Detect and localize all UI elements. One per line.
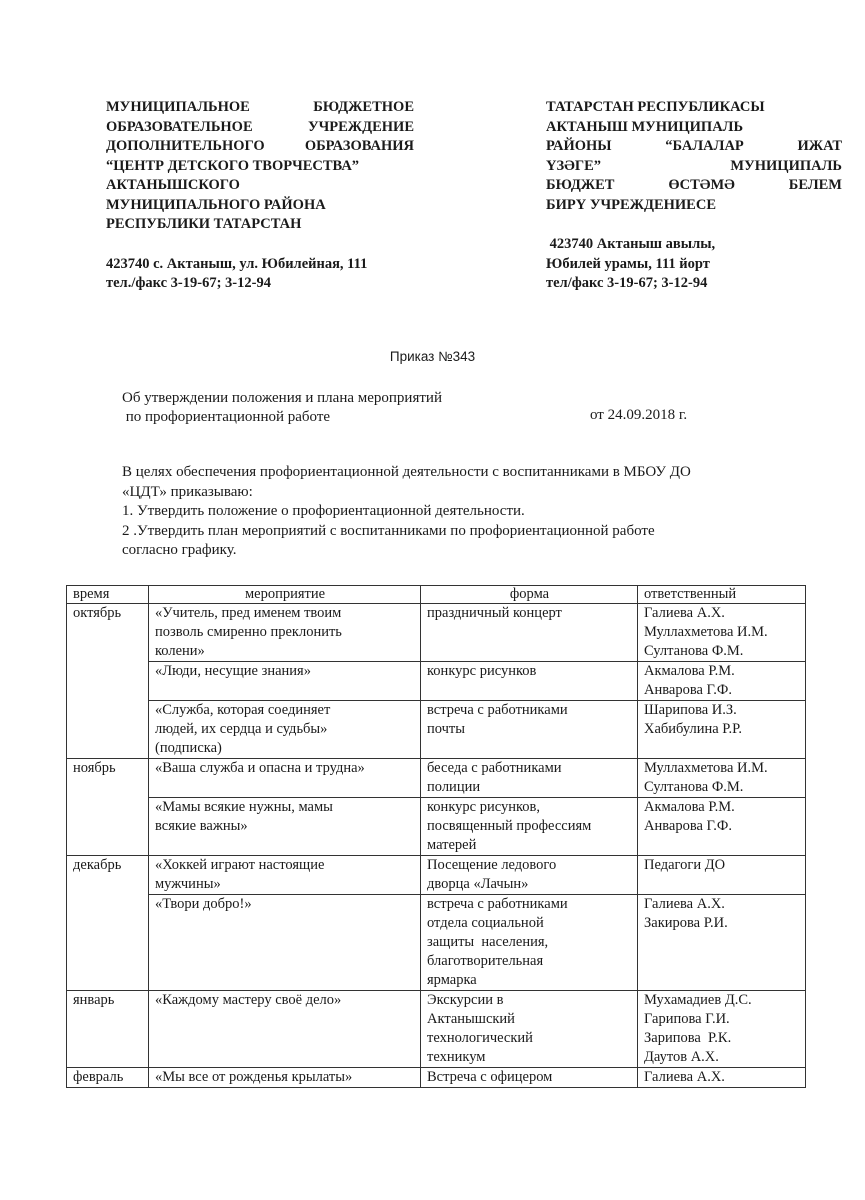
cell-month: октябрь <box>67 604 149 759</box>
column-header-event: мероприятие <box>149 586 421 604</box>
cell-event-line: «Твори добро!» <box>155 896 252 912</box>
table-row <box>67 895 806 991</box>
cell-event <box>149 604 421 662</box>
cell-month: февраль <box>67 1068 149 1088</box>
cell-event-line: «Люди, несущие знания» <box>155 663 311 679</box>
cell-form <box>421 759 638 798</box>
cell-form-line: технологический <box>427 1030 533 1046</box>
cell-responsible-line: Анварова Г.Ф. <box>644 682 732 698</box>
address-line: 423740 с. Актаныш, ул. Юбилейная, 111 <box>106 255 368 272</box>
cell-event <box>149 662 421 701</box>
cell-event-line: «Мы все от рожденья крылаты» <box>155 1069 353 1085</box>
cell-form-line: встреча с работниками <box>427 702 568 718</box>
org-name-line: ТАТАРСТАН РЕСПУБЛИКАСЫ <box>546 99 765 115</box>
cell-event <box>149 701 421 759</box>
body-line: согласно графику. <box>122 542 237 558</box>
cell-form-line: Актанышский <box>427 1011 515 1027</box>
cell-responsible <box>638 701 806 759</box>
cell-responsible <box>638 759 806 798</box>
cell-month: ноябрь <box>67 759 149 856</box>
cell-event-line: «Мамы всякие нужны, мамы <box>155 799 333 815</box>
header-right-address <box>546 235 842 294</box>
cell-event <box>149 759 421 798</box>
cell-form-line: почты <box>427 721 466 737</box>
cell-event <box>149 1068 421 1088</box>
cell-form-line: техникум <box>427 1049 486 1065</box>
cell-event <box>149 895 421 991</box>
cell-event-line: людей, их сердца и судьбы» <box>155 721 328 737</box>
cell-responsible-line: Хабибулина Р.Р. <box>644 721 743 737</box>
address-line: Юбилей урамы, 111 йорт <box>546 255 710 272</box>
cell-event-line: «Учитель, пред именем твоим <box>155 605 342 621</box>
subject-line: по профориентационной работе <box>122 409 331 425</box>
cell-form <box>421 662 638 701</box>
cell-form-line: встреча с работниками <box>427 896 568 912</box>
cell-event-line: «Хоккей играют настоящие <box>155 857 325 873</box>
cell-responsible <box>638 856 806 895</box>
org-name-line: “ЦЕНТР ДЕТСКОГО ТВОРЧЕСТВА” <box>106 157 360 174</box>
cell-event-line: «Ваша служба и опасна и трудна» <box>155 760 365 776</box>
body-line: 1. Утвердить положение о профориентационной деятельности. <box>122 503 525 519</box>
cell-form-line: дворца «Лачын» <box>427 876 529 892</box>
cell-responsible-line: Султанова Ф.М. <box>644 779 744 795</box>
cell-form-line: ярмарка <box>427 972 477 988</box>
cell-form-line: праздничный концерт <box>427 605 562 621</box>
cell-event-line: (подписка) <box>155 740 222 756</box>
cell-responsible-line: Муллахметова И.М. <box>644 624 768 640</box>
cell-responsible <box>638 991 806 1068</box>
order-date: от 24.09.2018 г. <box>590 407 688 423</box>
cell-form-line: Встреча с офицером <box>427 1069 553 1085</box>
cell-form-line: полиции <box>427 779 481 795</box>
header-left-address <box>106 255 414 294</box>
org-name-line: БЮДЖЕТ ӨСТӘМӘ БЕЛЕМ <box>546 177 842 193</box>
order-body <box>122 463 782 561</box>
activity-plan-table <box>66 585 806 1088</box>
table-header-row <box>67 586 806 604</box>
cell-form-line: конкурс рисунков <box>427 663 537 679</box>
org-name-line: ҮЗӘГЕ” МУНИЦИПАЛЬ <box>546 157 842 174</box>
column-header-form: форма <box>421 586 638 604</box>
org-name-line: АКТАНЫШ МУНИЦИПАЛЬ <box>546 118 744 135</box>
cell-form-line: Посещение ледового <box>427 857 557 873</box>
body-line: В целях обеспечения профориентационной деятельности с воспитанниками в МБОУ ДО <box>122 464 691 480</box>
org-name-line: МУНИЦИПАЛЬНОГО РАЙОНА <box>106 196 326 213</box>
cell-event <box>149 798 421 856</box>
cell-responsible-line: Муллахметова И.М. <box>644 760 768 776</box>
order-title: Приказ №343 <box>389 349 476 364</box>
subject-line: Об утверждении положения и плана мероприятий <box>122 390 442 406</box>
cell-event-line: колени» <box>155 643 205 659</box>
cell-form <box>421 1068 638 1088</box>
cell-responsible-line: Султанова Ф.М. <box>644 643 744 659</box>
cell-month: январь <box>67 991 149 1068</box>
org-name-line: ДОПОЛНИТЕЛЬНОГО ОБРАЗОВАНИЯ <box>106 138 414 154</box>
cell-responsible-line: Даутов А.Х. <box>644 1049 719 1065</box>
cell-event-line: «Каждому мастеру своё дело» <box>155 992 342 1008</box>
cell-responsible <box>638 662 806 701</box>
org-name-line: РЕСПУБЛИКИ ТАТАРСТАН <box>106 216 302 232</box>
table-row <box>67 856 806 895</box>
cell-responsible-line: Шарипова И.З. <box>644 702 737 718</box>
cell-form-line: Экскурсии в <box>427 992 504 1008</box>
cell-event-line: позволь смиренно преклонить <box>155 624 342 640</box>
table-row <box>67 991 806 1068</box>
cell-responsible <box>638 798 806 856</box>
cell-responsible-line: Мухамадиев Д.С. <box>644 992 752 1008</box>
cell-form-line: беседа с работниками <box>427 760 562 776</box>
cell-form <box>421 856 638 895</box>
cell-responsible-line: Галиева А.Х. <box>644 896 725 912</box>
cell-form <box>421 604 638 662</box>
org-name-line: ОБРАЗОВАТЕЛЬНОЕ УЧРЕЖДЕНИЕ <box>106 118 414 135</box>
cell-responsible-line: Анварова Г.Ф. <box>644 818 732 834</box>
body-line: «ЦДТ» приказываю: <box>122 483 253 500</box>
cell-event <box>149 991 421 1068</box>
cell-responsible-line: Акмалова Р.М. <box>644 663 735 679</box>
cell-event-line: всякие важны» <box>155 818 248 834</box>
cell-form <box>421 991 638 1068</box>
cell-responsible-line: Педагоги ДО <box>644 857 726 873</box>
cell-event-line: «Служба, которая соединяет <box>155 702 331 718</box>
table-row <box>67 798 806 856</box>
table-row <box>67 662 806 701</box>
cell-responsible-line: Галиева А.Х. <box>644 605 725 621</box>
cell-responsible-line: Галиева А.Х. <box>644 1069 725 1085</box>
cell-form <box>421 701 638 759</box>
table-row <box>67 701 806 759</box>
cell-event <box>149 856 421 895</box>
cell-responsible-line: Закирова Р.И. <box>644 915 728 931</box>
cell-form-line: защиты населения, <box>427 934 549 950</box>
column-header-time: время <box>67 586 149 604</box>
header-right-org-block <box>546 98 842 294</box>
cell-responsible-line: Гарипова Г.И. <box>644 1011 730 1027</box>
cell-form <box>421 895 638 991</box>
cell-responsible-line: Акмалова Р.М. <box>644 799 735 815</box>
cell-month: декабрь <box>67 856 149 991</box>
column-header-responsible: ответственный <box>638 586 806 604</box>
table-row <box>67 604 806 662</box>
cell-responsible <box>638 604 806 662</box>
table-row <box>67 1068 806 1088</box>
cell-form-line: матерей <box>427 837 477 853</box>
org-name-line: МУНИЦИПАЛЬНОЕ БЮДЖЕТНОЕ <box>106 99 414 115</box>
header-left-org-block <box>106 98 414 294</box>
cell-form-line: отдела социальной <box>427 915 544 931</box>
cell-event-line: мужчины» <box>155 876 221 892</box>
org-name-line: БИРҮ УЧРЕЖДЕНИЕСЕ <box>546 196 716 213</box>
cell-form-line: благотворительная <box>427 953 544 969</box>
address-line: тел./факс 3-19-67; 3-12-94 <box>106 275 271 291</box>
cell-form-line: посвященный профессиям <box>427 818 592 834</box>
cell-form <box>421 798 638 856</box>
cell-responsible-line: Зарипова Р.К. <box>644 1030 732 1046</box>
table-row <box>67 759 806 798</box>
org-name-line: АКТАНЫШСКОГО <box>106 177 240 193</box>
address-line: 423740 Актаныш авылы, <box>546 236 716 252</box>
order-subject <box>122 389 442 427</box>
body-line: 2 .Утвердить план мероприятий с воспитанниками по профориентационной работе <box>122 522 655 539</box>
address-line: тел/факс 3-19-67; 3-12-94 <box>546 275 708 291</box>
cell-responsible <box>638 895 806 991</box>
org-name-line: РАЙОНЫ “БАЛАЛАР ИЖАТ <box>546 138 842 154</box>
cell-responsible <box>638 1068 806 1088</box>
cell-form-line: конкурс рисунков, <box>427 799 541 815</box>
